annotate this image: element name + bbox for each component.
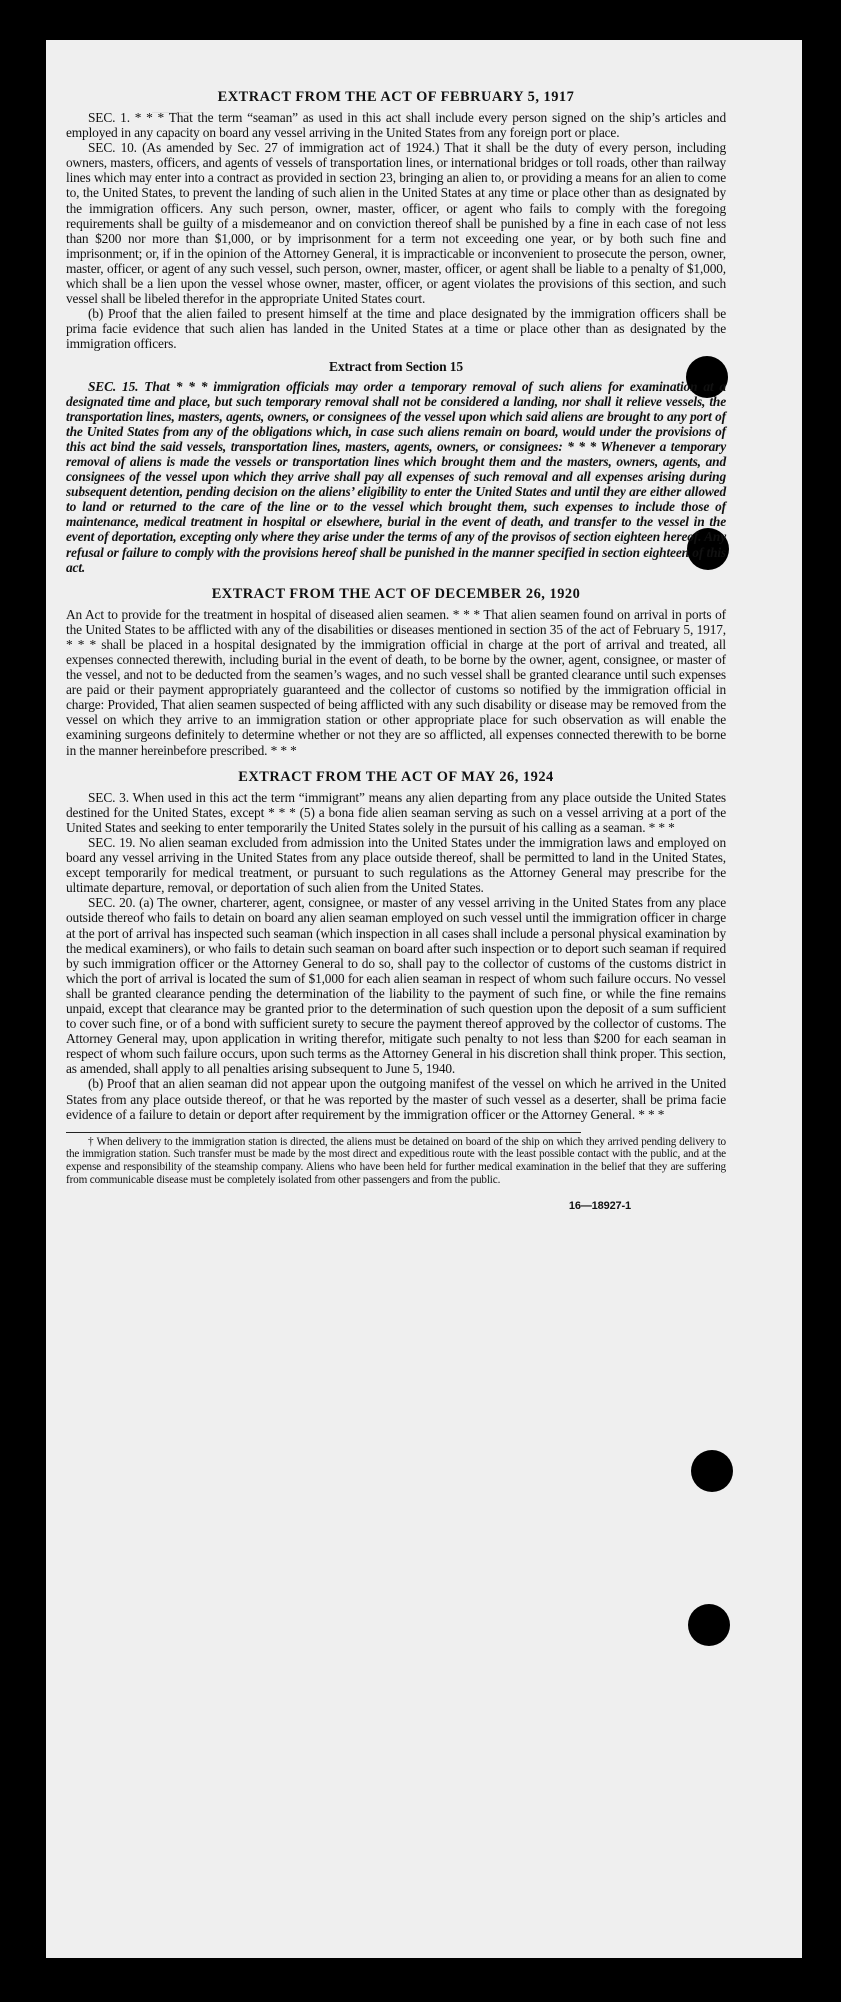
paragraph: SEC. 3. When used in this act the term “immigrant” means any alien departing from any place outside the United States destined for the United States, except * * * (5) a bona fide alien seaman serving as such on a vessel arriving at a port of the United States and seeking to enter temporarily the United States solely in the pursuit of his calling as a seaman. * * * [66, 789, 726, 835]
italic-paragraph: SEC. 15. That * * * immigration officials may order a temporary removal of such aliens for examination at a designated time and place, but such temporary removal shall not be considered a landing, nor shall it relieve vessels, the transportation lines, masters, agents, owners, or consignees of the vessel upon which said aliens are brought to any port of the United States from any of the obligations which, in case such aliens remain on board, would under the provisions of this act bind the said vessels, transportation lines, masters, agents, owners, or consignees: * * * Whenever a temporary removal of aliens is made the vessels or transportation lines which brought them and the masters, owners, agents, and consignees of the vessel upon which they arrive shall pay all expenses of such removal and all expenses arising during subsequent detention, pending decision on the aliens’ eligibility to enter the United States and until they are either allowed to land or returned to the care of the line or to the vessel which brought them, such expenses to include those of maintenance, medical treatment in hospital or elsewhere, burial in the event of death, and transfer to the vessel in the event of deportation, excepting only where they arise under the terms of any of the provisos of section eighteen hereof. Any refusal or failure to comply with the provisions hereof shall be punished in the manner specified in section eighteen of this act. [66, 378, 726, 575]
paragraph: (b) Proof that the alien failed to present himself at the time and place designated by the immigration officers shall be prima facie evidence that such alien has landed in the United States at a time or place other than as designated by the immigration officers. [66, 306, 726, 352]
paragraph: SEC. 19. No alien seaman excluded from admission into the United States under the immigration laws and employed on board any vessel arriving in the United States from any place outside thereof, shall be permitted to land in the United States, except temporarily for medical treatment, or pursuant to such regulations as the Attorney General may prescribe for the ultimate departure, removal, or deportation of such alien from the United States. [66, 834, 726, 896]
footnote-divider [66, 1132, 581, 1133]
extract-feb-1917 [66, 88, 726, 352]
form-number: 16—18927-1 [568, 1199, 631, 1212]
section-title: EXTRACT FROM THE ACT OF DECEMBER 26, 1920 [211, 585, 581, 602]
punch-hole-icon [688, 1604, 730, 1646]
paragraph: SEC. 10. (As amended by Sec. 27 of immigration act of 1924.) That it shall be the duty of every person, including owners, masters, officers, and agents of vessels of transportation lines, or international bridges or toll roads, other than railway lines which may enter into a contract as provided in section 23, bringing an alien to, or providing a means for an alien to come to, the United States, to prevent the landing of such alien in the United States at any time or place other than as designated by the immigration officers. Any such person, owner, master, officer, or agent who fails to comply with the foregoing requirements shall be guilty of a misdemeanor and on conviction thereof shall be punished by a fine in each case of not less than $200 nor more than $1,000, or by imprisonment for a term not exceeding one year, or by both such fine and imprisonment; or, if in the opinion of the Attorney General, it is impracticable or inconvenient to prosecute the person, owner, master, officer, or agent of any such vessel, such person, owner, master, officer, or agent shall be liable to a penalty of $1,000, which shall be a lien upon the vessel whose owner, master, officer, or agent violates the provisions of this section, and such vessel shall be libeled therefor in the appropriate United States court. [66, 140, 726, 307]
section-title: EXTRACT FROM THE ACT OF FEBRUARY 5, 1917 [217, 89, 575, 105]
footnote: † When delivery to the immigration station is directed, the aliens must be detained on board of the ship on which they arrived pending delivery to the immigration station. Such transfer must be made by the most direct and expeditious route with the least possible contact with the public, and at the expense and responsibility of the steamship company. Aliens who have been held for further medical examination in the belief that they are suffering from communicable disease must be completely isolated from other passengers and from the public. [66, 1135, 726, 1186]
extract-dec-1920 [66, 585, 726, 758]
paragraph: SEC. 20. (a) The owner, charterer, agent, consignee, or master of any vessel arriving in the United States from any place outside thereof who fails to detain on board any alien seaman employed on such vessel until the immigration officer in charge at the port of arrival has inspected such seaman (which inspection in all cases shall include a personal physical examination by the medical examiners), or who fails to detain such seaman on board after such inspection or to deport such seaman if required by such immigration officer or the Attorney General to do so, shall pay to the collector of customs of the customs district in which the port of arrival is located the sum of $1,000 for each alien seaman in respect of whom such failure occurs. No vessel shall be granted clearance pending the determination of the liability to the payment of such fine, or while the fine remains unpaid, except that clearance may be granted prior to the determination of such question upon the deposit of a sum sufficient to cover such fine, or of a bond with sufficient surety to secure the payment thereof approved by the collector of customs. The Attorney General may, upon application in writing therefor, mitigate such penalty to not less than $200 for each seaman in respect of whom such failure occurs, upon such terms as the Attorney General in his discretion shall think proper. This section, as amended, shall apply to all penalties arising subsequent to June 5, 1940. [66, 895, 726, 1077]
section-spacer [66, 758, 726, 768]
punch-hole-icon [691, 1450, 733, 1492]
extract-may-1924 [66, 768, 726, 1122]
paragraph: An Act to provide for the treatment in hospital of diseased alien seamen. * * * That alien seamen found on arrival in ports of the United States to be afflicted with any of the disabilities or diseases mentioned in section 35 of the act of February 5, 1917, * * * shall be placed in a hospital designated by the immigration official in charge at the port of arrival and treated, all expenses connected therewith, including burial in the event of death, to be borne by the owner, agent, consignee, or master of the vessel, and not to be deducted from the seamen’s wages, and no such vessel shall be granted clearance until such expenses are paid or their payment appropriately guaranteed and the collector of customs so notified by the immigration official in charge: Provided, That alien seamen suspected of being afflicted with any such disability or disease may be removed from the vessel on which they arrive to an immigration station or other appropriate place for such observation as will enable the examining surgeons definitely to determine whether or not they are so afflicted, all expenses connected therewith to be borne in the manner hereinbefore prescribed. * * * [66, 606, 726, 758]
section-title: Extract from Section 15 [329, 358, 463, 374]
paragraph: SEC. 1. * * * That the term “seaman” as used in this act shall include every person signed on the ship’s articles and employed in any capacity on board any vessel arriving in the United States from any foreign port or place. [66, 110, 726, 141]
paragraph: (b) Proof that an alien seaman did not appear upon the outgoing manifest of the vessel on which he arrived in the United States from any place outside thereof, or that he was reported by the master of such vessel as a deserter, shall be prima facie evidence of a failure to detain or deport after requirement by the immigration officer or the Attorney General. * * * [66, 1076, 726, 1122]
section-title: EXTRACT FROM THE ACT OF MAY 26, 1924 [238, 768, 554, 785]
section-spacer [66, 575, 726, 585]
extract-section-15 [66, 358, 726, 575]
legal-extracts [66, 88, 726, 1214]
